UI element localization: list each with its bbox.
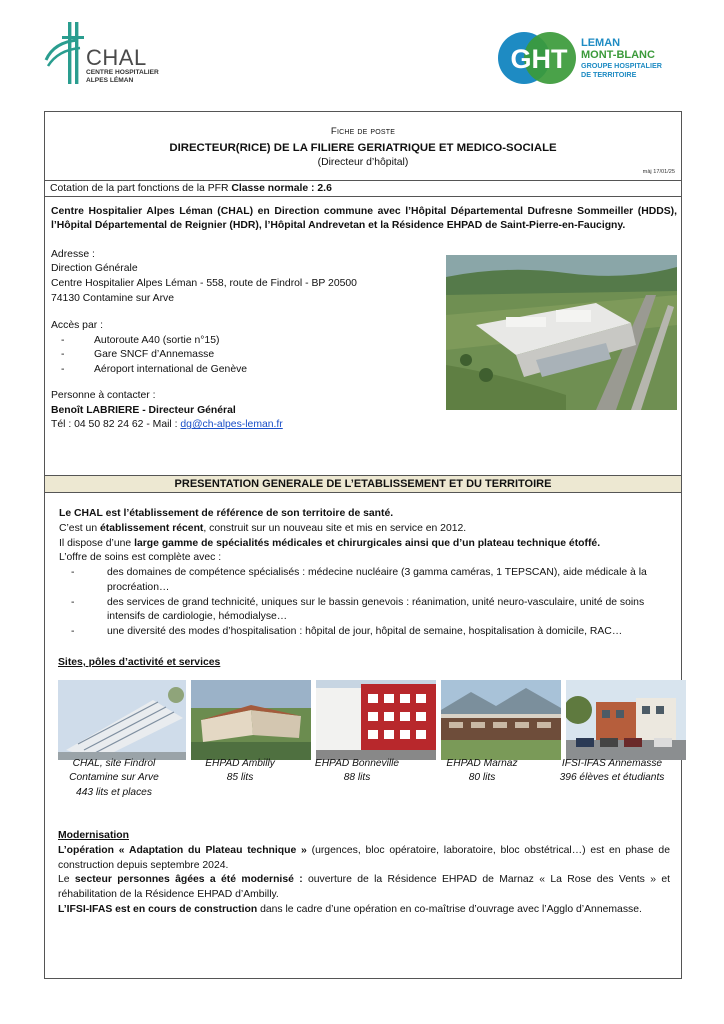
- modernisation-p1: [58, 844, 670, 874]
- caption-line: 88 lits: [343, 772, 371, 784]
- job-title: DIRECTEUR(RICE) DE LA FILIERE GERIATRIQUE ET MEDICO-SOCIALE: [169, 141, 557, 154]
- address-line2: Centre Hospitalier Alpes Léman - 558, route de Findrol - BP 20500: [51, 278, 357, 290]
- address-line3: 74130 Contamine sur Arve: [51, 293, 175, 305]
- caption-findrol: [54, 757, 174, 800]
- site-photo-marnaz: [441, 680, 561, 760]
- chal-sub-line2: ALPES LÉMAN: [86, 76, 134, 84]
- pres-line3-a: Il dispose d’une: [59, 537, 135, 549]
- address-line1: Direction Générale: [51, 263, 138, 275]
- caption-marnaz: [421, 757, 543, 786]
- caption-ifsi: [545, 757, 679, 786]
- caption-ambilly: [181, 757, 299, 786]
- modernisation-block: [58, 829, 670, 918]
- fiche-label: Fiche de poste: [330, 126, 396, 137]
- pres-line3-b: large gamme de spécialités médicales et chirurgicales ainsi que d’un plateau technique étoffé.: [134, 537, 601, 549]
- access-item: - Autoroute A40 (sortie n°15): [61, 334, 677, 349]
- caption-line: Contamine sur Arve: [69, 772, 159, 784]
- ght-line1: LEMAN: [581, 37, 621, 49]
- caption-line: CHAL, site Findrol: [72, 758, 156, 769]
- modernisation-p3: [58, 903, 670, 918]
- sites-title: Sites, pôles d’activité et services: [58, 657, 221, 668]
- document-frame: [44, 111, 682, 979]
- page-header: [0, 0, 724, 105]
- modernisation-p1-bold: L’opération « Adaptation du Plateau technique »: [58, 844, 312, 856]
- ght-logo: [498, 30, 688, 90]
- pres-list-item: - une diversité des modes d’hospitalisation : hôpital de jour, hôpital de semaine, hospitalisation à domicile, RAC…: [71, 625, 677, 640]
- ght-text: [581, 38, 662, 78]
- pres-line4: L’offre de soins est complète avec :: [59, 552, 222, 564]
- address-block: [51, 248, 431, 307]
- ght-line3: GROUPE HOSPITALIER: [581, 61, 662, 71]
- access-item: - Gare SNCF d’Annemasse: [61, 348, 677, 363]
- pres-line2-c: , construit sur un nouveau site et mis en service en 2012.: [203, 522, 467, 534]
- site-photo-bonneville: [316, 680, 436, 760]
- modernisation-title: Modernisation: [58, 830, 130, 841]
- chal-sub-line1: CENTRE HOSPITALIER: [86, 69, 159, 76]
- access-label: Accès par :: [51, 319, 103, 331]
- ght-circle-icon: [498, 30, 580, 86]
- pres-line3: [51, 537, 677, 552]
- section-title-presentation: PRESENTATION GENERALE DE L’ETABLISSEMENT ET DU TERRITOIRE: [45, 475, 681, 493]
- pres-line2-a: C’est un: [59, 522, 101, 534]
- pres-list-item: - des services de grand technicité, uniques sur le bassin genevois : réanimation, unité neuro-vasculaire, unité de soins intensifs de cardiologie, hémodialyse…: [71, 596, 677, 626]
- job-subtitle: (Directeur d’hôpital): [317, 156, 409, 168]
- caption-line: EHPAD Marnaz: [446, 758, 518, 769]
- site-photo-findrol: [58, 680, 186, 760]
- caption-line: 85 lits: [226, 772, 254, 784]
- site-photo-ifsi: [566, 680, 686, 760]
- cotation-row: [45, 181, 681, 197]
- hospital-aerial-photo: [446, 255, 677, 410]
- pres-line2: [51, 522, 677, 537]
- chal-subtitle: [86, 69, 159, 84]
- chal-logo: [44, 20, 174, 92]
- intro-paragraph: Centre Hospitalier Alpes Léman (CHAL) en Direction commune avec l’Hôpital Départemental Dufresne Sommeiller (HDDS), l’Hôpital Départemental de Reignier (HDR), l’Hôpital Andrevetan et la Résidence EHPAD de Saint-Pierre-en-Faucigny.: [51, 206, 677, 232]
- modernisation-p3-rest: dans le cadre d’une opération en co-maîtrise d’ouvrage avec l’Agglo d’Annemasse.: [257, 903, 642, 915]
- title-block: [45, 112, 681, 181]
- modernisation-p1-rest: (urgences, bloc opératoire, laboratoire, bloc obstétrical…) est en phase de construction depuis septembre 2024.: [58, 844, 670, 871]
- cotation-value: Classe normale : 2.6: [231, 183, 332, 194]
- access-item: - Aéroport international de Genève: [61, 363, 677, 378]
- contact-label: Personne à contacter :: [51, 389, 156, 401]
- address-label: Adresse :: [51, 248, 95, 260]
- modernisation-p3-bold: L’IFSI-IFAS est en cours de construction: [58, 903, 258, 915]
- pres-line2-b: établissement récent: [100, 522, 204, 534]
- caption-line: 396 élèves et étudiants: [559, 772, 665, 784]
- modernisation-p2-a: Le: [58, 874, 75, 886]
- caption-bonneville: [296, 757, 418, 786]
- pres-list-item: - des domaines de compétence spécialisés : médecine nucléaire (3 gamma caméras, 1 TEPSCAN), aide médicale à la procréation…: [71, 566, 677, 596]
- ght-letters: GHT: [510, 44, 568, 74]
- caption-line: 80 lits: [468, 772, 496, 784]
- contact-email-link[interactable]: dg@ch-alpes-leman.fr: [180, 419, 283, 431]
- caption-line: EHPAD Bonneville: [314, 758, 400, 769]
- caption-line: EHPAD Ambilly: [205, 758, 275, 769]
- ght-line4: DE TERRITOIRE: [581, 69, 637, 79]
- chal-name: CHAL: [86, 45, 147, 70]
- chal-emblem-icon: [44, 20, 92, 90]
- pres-list: [71, 566, 677, 640]
- ght-line2: MONT-BLANC: [581, 48, 655, 61]
- modernisation-p2-rest: ouverture de la Résidence EHPAD de Marnaz « La Rose des Vents » et réhabilitation de la Résidence EHPAD d’Ambilly.: [58, 874, 670, 901]
- presentation-content: [51, 507, 677, 640]
- modernisation-p2-bold: secteur personnes âgées a été modernisé :: [74, 874, 303, 886]
- site-photo-ambilly: [191, 680, 311, 760]
- update-date: màj 17/01/25: [642, 169, 675, 175]
- modernisation-p2: [58, 873, 670, 903]
- caption-line: IFSI-IFAS Annemasse: [561, 758, 663, 769]
- caption-line: 443 lits et places: [76, 786, 152, 798]
- pres-line1: Le CHAL est l’établissement de référence de son territoire de santé.: [59, 508, 394, 519]
- sites-photos: [58, 680, 688, 765]
- cotation-label: Cotation de la part fonctions de la PFR: [50, 183, 232, 194]
- contact-phone: Tél : 04 50 82 24 62 - Mail :: [51, 419, 181, 431]
- contact-name: Benoît LABRIERE - Directeur Général: [51, 404, 236, 416]
